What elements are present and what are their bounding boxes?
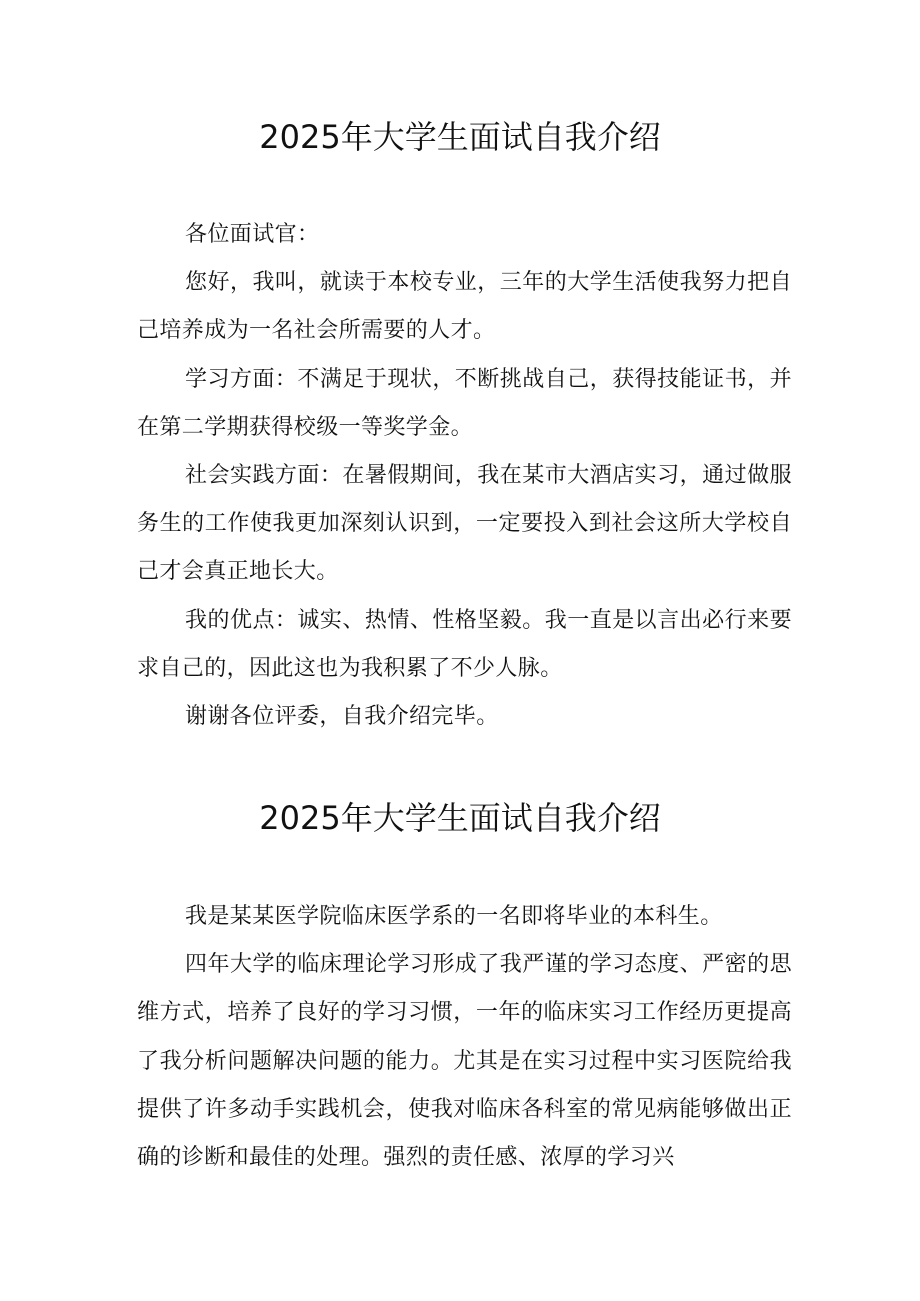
intro-section [137,211,792,741]
body-paragraph: 您好，我叫，就读于本校专业，三年的大学生活使我努力把自己培养成为一名社会所需要的人才。 [137,270,792,344]
section-title: 2025年大学生面试自我介绍 [259,799,661,837]
body-paragraph: 学习方面：不满足于现状，不断挑战自己，获得技能证书，并在第二学期获得校级一等奖学金。 [137,366,792,440]
intro-section [137,893,792,1182]
body-paragraph: 我是某某医学院临床医学系的一名即将毕业的本科生。 [185,904,723,929]
body-paragraph: 社会实践方面：在暑假期间，我在某市大酒店实习，通过做服务生的工作使我更加深刻认识到，一定要投入到社会这所大学校自己才会真正地长大。 [137,463,792,585]
page-title: 2025年大学生面试自我介绍 [259,118,661,156]
closing-paragraph: 谢谢各位评委，自我介绍完毕。 [185,704,499,730]
body-paragraph: 我的优点：诚实、热情、性格坚毅。我一直是以言出必行来要求自己的，因此这也为我积累了不少人脉。 [137,607,792,681]
salutation-paragraph: 各位面试官： [185,222,320,247]
body-paragraph: 四年大学的临床理论学习形成了我严谨的学习态度、严密的思维方式，培养了良好的学习习惯，一年的临床实习工作经历更提高了我分析问题解决问题的能力。尤其是在实习过程中实习医院给我提供了许多动手实践机会，使我对临床各科室的常见病能够做出正确的诊断和最佳的处理。强烈的责任感、浓厚的学习兴 [137,952,792,1171]
